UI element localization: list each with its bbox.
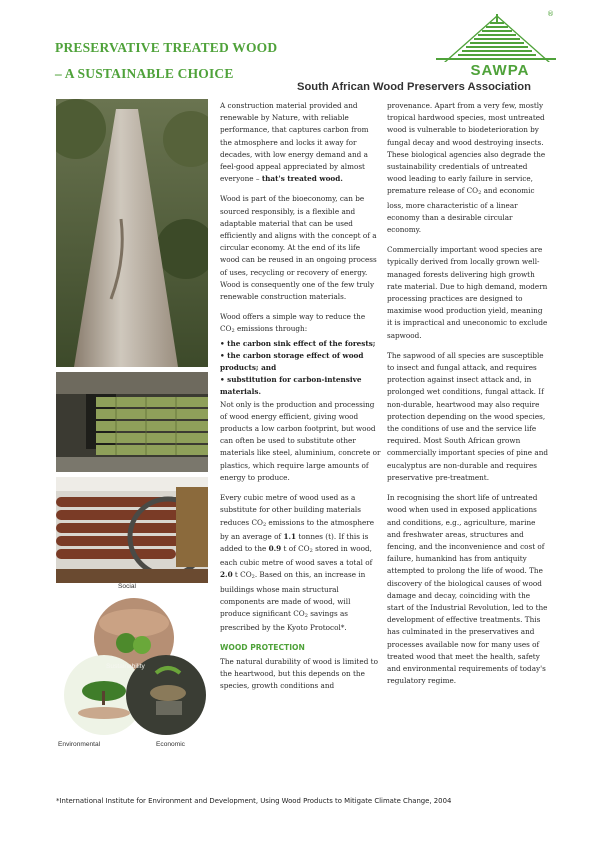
sapwood-paragraph: The sapwood of all species are susceptible to insect and fungal attack, and requires protection against insect attack and, in prolonged wet conditions, fungal attack. If non-durable, heartwood may also require protection depending on the wood species, the conditions of use and the service life required. Most South African grown commercially important species of pine and eucalyptus are non-durable and requires preservative pre-treatment. [387,350,549,482]
sawpa-logo [432,12,556,78]
venn-label-economic: Economic [156,741,185,748]
venn-label-environmental: Environmental [58,741,101,748]
commercial-species-paragraph: Commercially important wood species are typically derived from locally grown well-managed forests delivering high growth rate material. Due to high demand, modern processing practices are designed to maximise wood production yield, meaning it is impractical and uneconomic to exclude sapwood. [387,245,548,340]
history-paragraph: In recognising the short life of untreated wood when used in exposed applications and conditions, e.g., agriculture, marine and freshwater areas, structures and fencing, and the inconvenience and cost of failure, humankind has from antiquity attempted to prolong the life of wood. The discovery of the biological causes of wood damage and decay, coinciding with the start of the Industrial Revolution, led to the development of effective treatments. This has culminated in the preservatives and processes available now for many uses of treated wood that meet the health, safety and environmental requirements of today's regulatory regime. [387,493,548,686]
timber-stacks-photo [56,372,208,472]
energy-efficiency-paragraph: Not only is the production and processing of wood energy efficient, giving wood products a low carbon footprint, but wood can often be used to substitute other materials like steel, aluminium, concrete or plastics, which require large amounts of energy to produce. [220,399,381,482]
co2-reduction-paragraph: Wood offers a simple way to reduce the $CO_2$ emissions through: • the carbon sink effect of the forests; • the carbon storage effect of wood products; and • substitution for carbon-intensive materials. [220,312,376,397]
tree-trunk-photo [56,99,208,367]
association-name: South African Wood Preservers Association [297,81,531,93]
page-title-line1: PRESERVATIVE TREATED WOOD [55,40,278,55]
footnote: *International Institute for Environment and Development, Using Wood Products to Mitigate Climate Change, 2004 [56,797,452,805]
bioeconomy-paragraph: Wood is part of the bioeconomy, can be sourced responsibly, is a flexible and adaptable material that can be used efficiently and aligns with the concept of a circular economy. At the end of its life wood can be reused in an ongoing process of uses, recycling or recovery of energy. Wood is consequently one of the few truly renewable construction materials. [220,194,377,302]
provenance-paragraph: provenance. Apart from a very few, mostly tropical hardwood species, most untreated wood is vulnerable to biodeterioration by fungal decay and wood destroying insects. These biological agencies also degrade the sustainability credentials of untreated wood leading to early failure in service, premature release of $CO_2$ and economic loss, more characteristic of a linear economy than a desirable circular economy. [387,101,546,235]
text-column-1 [220,100,381,700]
page-title-line2: – A SUSTAINABLE CHOICE [55,66,234,81]
sustainability-venn [56,583,208,753]
cubic-metre-paragraph: Every cubic metre of wood used as a substitute for other building materials reduces $CO_2$ emissions to the atmosphere by an average of 1.1 tonnes (t). If this is added to the 0.9 t of $CO_2$ stored in wood, each cubic metre of wood saves a total of 2.0 t $CO_2$. Based on this, an increase in buildings whose main structural components are made of wood, will produce significant $CO_2$ savings as prescribed by the Kyoto Protocol*. [220,493,375,633]
text-column-2 [387,100,548,695]
treated-poles-photo [56,477,208,583]
registered-mark: ® [547,10,554,18]
venn-label-sustainability: Sustainability [106,663,145,670]
wood-protection-heading: WOOD PROTECTION [220,643,305,653]
bullet-carbon-sink: • the carbon sink effect of the forests; [220,338,376,348]
intro-paragraph: A construction material provided and renewable by Nature, with reliable performance, that captures carbon from the atmosphere and locks it away for decades, with low energy demand and a feel-good appeal appreciated by almost everyone – that's treated wood. [220,101,369,184]
natural-durability-paragraph: The natural durability of wood is limited to the heartwood, but this depends on the species, growth conditions and [220,656,378,690]
venn-label-social: Social [118,583,136,590]
bullet-substitution: • substitution for carbon-intensive materials. [220,375,362,397]
logo-text: SAWPA [470,62,530,78]
bullet-carbon-storage: • the carbon storage effect of wood products; and [220,350,364,373]
